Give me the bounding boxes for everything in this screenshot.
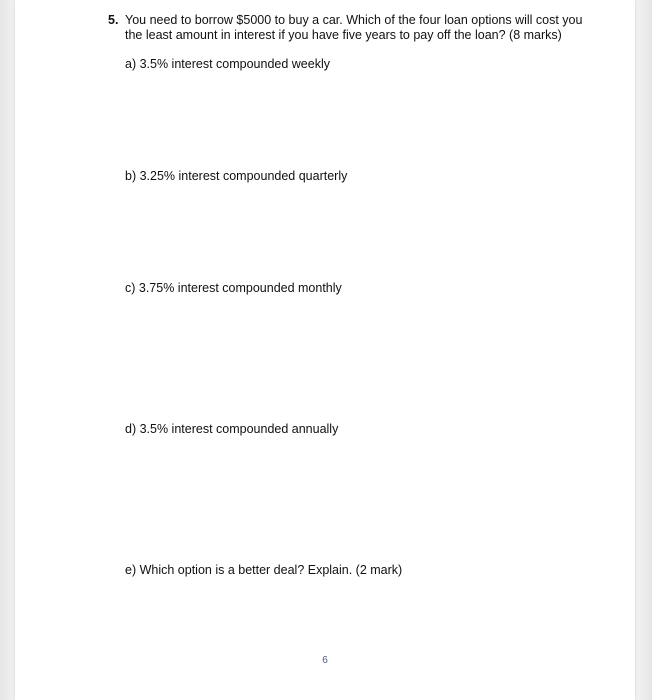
option-c: c) 3.75% interest compounded monthly: [125, 281, 342, 295]
option-a: a) 3.5% interest compounded weekly: [125, 57, 330, 71]
question-number: 5.: [108, 13, 119, 27]
option-b: b) 3.25% interest compounded quarterly: [125, 169, 348, 183]
question-text-line-2: the least amount in interest if you have five years to pay off the loan? (8 marks): [125, 28, 562, 42]
option-e: e) Which option is a better deal? Explain. (2 mark): [125, 563, 403, 577]
document-page: [15, 0, 635, 700]
question-text-line-1: You need to borrow $5000 to buy a car. Which of the four loan options will cost you: [125, 13, 583, 27]
option-d: d) 3.5% interest compounded annually: [125, 422, 339, 436]
page-number: 6: [322, 655, 328, 666]
